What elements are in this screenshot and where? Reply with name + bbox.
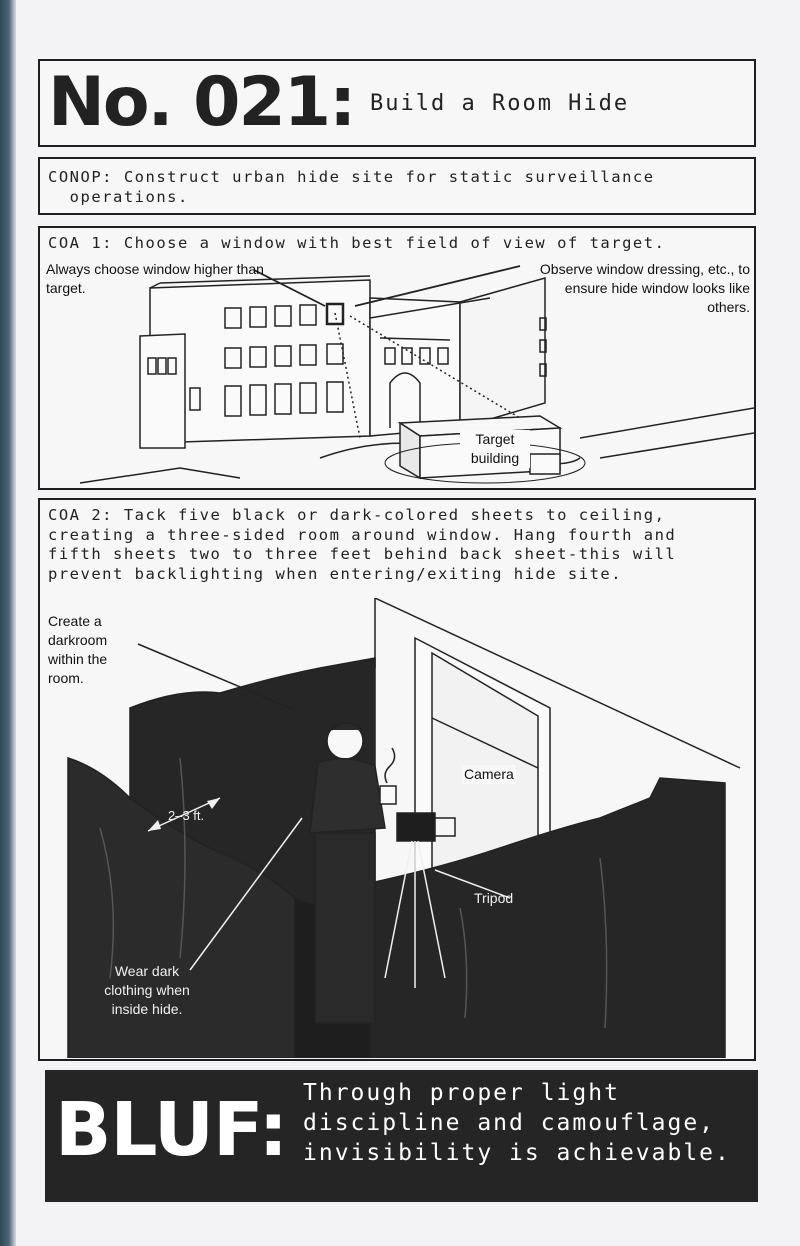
label-distance: 2–3 ft.	[168, 808, 205, 823]
label-tripod: Tripod	[474, 890, 514, 906]
bluf-box	[45, 1070, 758, 1202]
label-camera: Camera	[464, 766, 514, 782]
label-target-building: Target building	[460, 430, 530, 468]
label-window-dressing: Observe window dressing, etc., to ensure hide window looks like others.	[539, 261, 750, 315]
bluf-label: BLUF:	[55, 1087, 288, 1173]
conop-text: CONOP: Construct urban hide site for static surveillance operations.	[48, 168, 655, 206]
page-title: Build a Room Hide	[370, 91, 630, 116]
title-box	[38, 59, 756, 147]
book-spine-edge	[0, 0, 16, 1246]
label-window-higher: Always choose window higher than target.	[46, 261, 264, 296]
label-dark-clothing: Wear dark clothing when inside hide.	[104, 963, 190, 1017]
coa1-heading: COA 1: Choose a window with best field of view of target.	[48, 234, 666, 252]
label-darkroom: Create a darkroom within the room.	[48, 613, 108, 686]
bluf-text: Through proper light discipline and camouflage, invisibility is achievable.	[303, 1080, 731, 1166]
coa1-box	[38, 226, 756, 490]
conop-box	[38, 157, 756, 215]
coa2-box	[38, 498, 756, 1061]
coa2-heading: COA 2: Tack five black or dark-colored sheets to ceiling, creating a three-sided room around window. Hang fourth and fifth sheets two to three feet behind back sheet-this will prevent backlighting when entering/exiting hide site.	[48, 506, 677, 583]
skill-number: No. 021:	[48, 63, 355, 142]
